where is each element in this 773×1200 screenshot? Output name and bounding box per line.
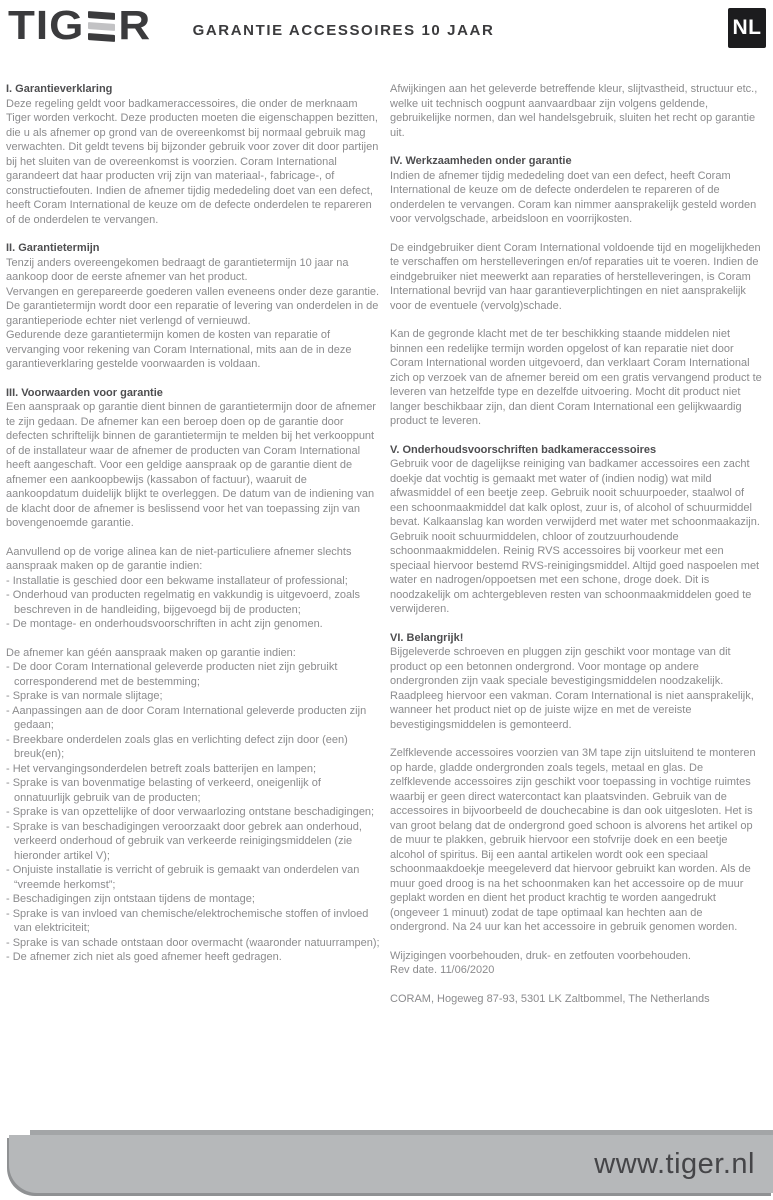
paragraph: Een aanspraak op garantie dient binnen de garantietermijn door de afnemer te zijn gedaan. De afnemer kan een beroep doen op de garantie door defecten schriftelijk binnen de garantietermijn te melden bij het verkooppunt of de installateur waar de afnemer de producten van Coram International heeft aangeschaft. Voor een geldige aanspraak op de garantie dient de afnemer een aankoopbewijs (kassabon of factuur), waaruit de aankoopdatum duidelijk blijkt te overleggen. De datum van de indiening van de klacht door de afnemer is beslissend voor het van toepassing zijn van bovengenoemde garantie. (6, 401, 376, 529)
spacer (390, 429, 764, 443)
spacer (390, 140, 764, 154)
bullet-item: - Sprake is van normale slijtage; (6, 690, 163, 702)
bullet-item: - Sprake is van beschadigingen veroorzaakt door gebrek aan onderhoud, verkeerd onderhoud of gebruik van verkeerde reinigingsmiddelen (zie hieronder artikel V); (6, 820, 362, 862)
section-heading: V. Onderhoudsvoorschriften badkameraccessoires (390, 443, 657, 456)
bullet-list (6, 660, 380, 965)
bullet-item: - Breekbare onderdelen zoals glas en verlichting defect zijn door (een) breuk(en); (6, 733, 348, 760)
bullet-item: - Sprake is van invloed van chemische/elektrochemische stoffen of invloed van elektriciteit; (6, 907, 369, 934)
spacer (390, 313, 764, 327)
header (0, 0, 773, 60)
bullet-item: - Sprake is van bovenmatige belasting of verkeerd, oneigenlijk of onnatuurlijk gebruik van de producten; (6, 777, 321, 804)
bullet-list (6, 574, 380, 632)
paragraph: CORAM, Hogeweg 87-93, 5301 LK Zaltbommel, The Netherlands (390, 992, 710, 1005)
paragraph: Zelfklevende accessoires voorzien van 3M tape zijn uitsluitend te monteren op harde, gladde ondergronden zoals tegels, metaal en glas. De zelfklevende accessoires zijn geschikt voor toepassing in vochtige ruimtes waarbij er geen direct watercontact kan plaatsvinden. Gebruik van de accessoires in bijvoorbeeld de douchecabine is dan ook uitgesloten. Het is van groot belang dat de ondergrond goed schoon is alvorens het artikel op de muur te plakken, gebruik hiervoor een stofvrije doek en een beetje alcohol of spiritus. Bij een aantal artikelen wordt ook een speciaal schoonmaakdoekje meegeleverd dat hiervoor gebruikt kan worden. Als de muur goed droog is na het schoonmaken kan het accessoire op de muur geplakt worden en dient het product krachtig te worden aangedrukt (ongeveer 1 minuut) zodat de tape optimaal kan hechten aan de ondergrond. Na 24 uur kan het accessoire in gebruik genomen worden. (390, 747, 756, 933)
spacer (6, 372, 380, 386)
bullet-item: - Aanpassingen aan de door Coram International geleverde producten zijn gedaan; (6, 704, 367, 731)
bullet-item: - Beschadigingen zijn ontstaan tijdens de montage; (6, 893, 255, 905)
bullet-item: - Het vervangingsonderdelen betreft zoals batterijen en lampen; (6, 762, 317, 775)
logo-letter-r: R (118, 3, 152, 49)
website-link[interactable]: www.tiger.nl (594, 1147, 755, 1180)
paragraph: Deze regeling geldt voor badkameraccessoires, die onder de merknaam Tiger worden verkocht. Deze producten moeten die eigenschappen bezitten, die u als afnemer op grond van de overeenkomst bij normaal gebruik mag verwachten. Dit geldt tevens bij bijzonder gebruik voor zover dit door partijen bij het sluiten van de overeenkomst is voorzien. Coram International garandeert dat haar producten vrij zijn van materiaal-, fabricage-, of constructiefouten. Indien de afnemer tijdig mededeling doet van een defect, heeft Coram International de keuze om de defecte onderdelen te repareren of de onderdelen te vervangen. (6, 97, 379, 226)
paragraph: Vervangen en gerepareerde goederen vallen eveneens onder deze garantie. De garantietermijn wordt door een reparatie of levering van onderdelen in de garantieperiode echter niet verlengd of vernieuwd. (6, 285, 380, 327)
footer-bar (9, 1135, 773, 1193)
bullet-item: - Installatie is geschied door een bekwame installateur of professional; (6, 574, 348, 587)
bullet-item: - Onderhoud van producten regelmatig en vakkundig is uitgevoerd, zoals beschreven in de handleiding, bijgevoegd bij de producten; (6, 589, 361, 616)
paragraph: De afnemer kan géén aanspraak maken op garantie indien: (6, 646, 296, 659)
language-badge: NL (728, 8, 766, 48)
section-heading: III. Voorwaarden voor garantie (6, 386, 163, 399)
paragraph: Kan de gegronde klacht met de ter beschikking staande middelen niet binnen een redelijke termijn worden opgelost of kan reparatie niet door Coram International worden uitgevoerd, dan verklaart Coram International zich op verzoek van de afnemer bereid om een gratis vervangend product te leveren van hetzelfde type en dezelfde uitvoering. Mocht dit product niet langer beschikbaar zijn, dan dient Coram International een gelijkwaardig product te leveren. (390, 328, 762, 427)
spacer (390, 978, 764, 992)
paragraph: Wijzigingen voorbehouden, druk- en zetfouten voorbehouden. (390, 949, 691, 962)
spacer (390, 227, 764, 241)
left-column (6, 82, 380, 965)
footer (0, 1128, 773, 1200)
bullet-item: - Sprake is van schade ontstaan door overmacht (waaronder natuurrampen); (6, 936, 380, 949)
spacer (390, 732, 764, 746)
paragraph: Gebruik voor de dagelijkse reiniging van badkamer accessoires een zacht doekje dat vochtig is gemaakt met water of (indien nodig) wat mild afwasmiddel of een beetje zeep. Gebruik nooit schuurpoeder, staalwol of een schoonmaakmiddel dat kalk oplost, zuur is, of alcohol of schuurmiddel bevat. Kalkaanslag kan worden verwijderd met water met schoonmaakazijn. Gebruik nooit schuurmiddelen, chloor of zoutzuurhoudende schoonmaakmiddelen. Reinig RVS accessoires bij voorkeur met een speciaal hiervoor bestemd RVS-reinigingsmiddel. Altijd goed naspoelen met water en nadrogen/oppoetsen met een schone, droge doek. Dit is noodzakelijk om achtergebleven resten van schoonmaakmiddelen goed te verwijderen. (390, 458, 760, 615)
spacer (390, 935, 764, 949)
bullet-item: - Sprake is van opzettelijke of door verwaarlozing ontstane beschadigingen; (6, 806, 375, 818)
right-column (390, 82, 764, 1006)
paragraph: Bijgeleverde schroeven en pluggen zijn geschikt voor montage van dit product op een betonnen ondergrond. Voor montage op andere ondergronden zijn vaak speciale bevestigingsmiddelen noodzakelijk. Raadpleeg hiervoor een vakman. Coram International is niet aansprakelijk, wanneer het product niet op de juiste wijze en met de vereiste bevestigingsmiddelen is gemonteerd. (390, 646, 754, 731)
section-heading: IV. Werkzaamheden onder garantie (390, 155, 572, 167)
section-heading: I. Garantieverklaring (6, 83, 113, 95)
spacer (390, 617, 764, 631)
page-title: GARANTIE ACCESSOIRES 10 JAAR (192, 22, 495, 39)
paragraph: Afwijkingen aan het geleverde betreffende kleur, slijtvastheid, structuur etc., welke uit technisch oogpunt aanvaardbaar zijn volgens geldende, gebruikelijke normen, dan wel handelsgebruik, sluiten het recht op garantie uit. (390, 83, 758, 139)
bullet-item: - De afnemer zich niet als goed afnemer heeft gedragen. (6, 951, 282, 963)
spacer (6, 227, 380, 241)
paragraph: Aanvullend op de vorige alinea kan de niet-particuliere afnemer slechts aanspraak maken op de garantie indien: (6, 545, 352, 572)
paragraph: De eindgebruiker dient Coram International voldoende tijd en mogelijkheden te verschaffen om herstelleveringen en/of reparaties uit te voeren. Indien de eindgebruiker niet meewerkt aan reparaties of herstelleveringen, is Coram International bevrijd van haar garantieverplichtingen en niet aansprakelijk voor de eventuele (vervolg)schade. (390, 241, 761, 312)
logo-letters-tig: TIG (8, 3, 85, 49)
bullet-item: - De door Coram International geleverde producten niet zijn gebruikt corresponderend met de bestemming; (6, 661, 338, 688)
paragraph: Tenzij anders overeengekomen bedraagt de garantietermijn 10 jaar na aankoop door de eerste afnemer van het product. (6, 256, 349, 283)
bullet-item: - De montage- en onderhoudsvoorschriften in acht zijn genomen. (6, 618, 323, 630)
paragraph: Indien de afnemer tijdig mededeling doet van een defect, heeft Coram International de keuze om de defecte onderdelen te repareren of de onderdelen te vervangen. Coram kan nimmer aansprakelijk gesteld worden voor vervolgschade, arbeidsloon en voorrijkosten. (390, 169, 757, 225)
section-heading: VI. Belangrijk! (390, 631, 464, 644)
spacer (6, 632, 380, 646)
bullet-item: - Onjuiste installatie is verricht of gebruik is gemaakt van onderdelen van “vreemde herkomst”; (6, 864, 360, 891)
paragraph: Gedurende deze garantietermijn komen de kosten van reparatie of vervanging voor rekening van Coram International, mits aan de in deze garantieverklaring gestelde voorwaarden is voldaan. (6, 329, 352, 370)
paragraph: Rev date. 11/06/2020 (390, 964, 495, 976)
spacer (6, 531, 380, 545)
section-heading: II. Garantietermijn (6, 242, 100, 254)
